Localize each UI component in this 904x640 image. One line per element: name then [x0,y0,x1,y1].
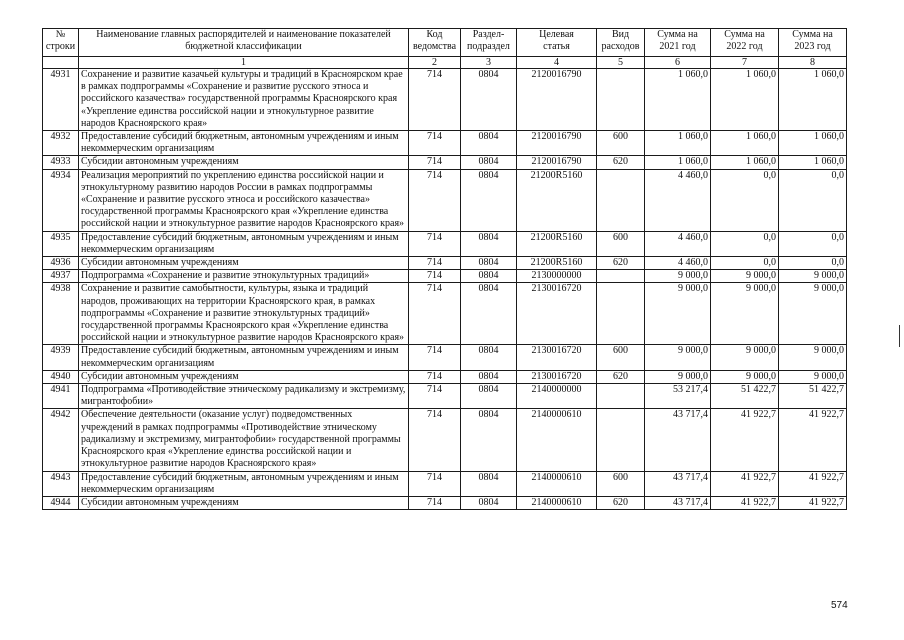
cell-dept-code: 714 [409,169,461,231]
cell-sum-2023: 1 060,0 [779,69,847,131]
table-row [43,131,847,156]
cell-dept-code: 714 [409,471,461,496]
cell-sum-2021: 43 717,4 [645,471,711,496]
cell-section: 0804 [461,257,517,270]
table-row [43,370,847,383]
cell-sum-2022: 9 000,0 [711,370,779,383]
cell-target: 2130016720 [517,370,597,383]
cell-row-number: 4932 [43,131,79,156]
cell-sum-2023: 0,0 [779,169,847,231]
column-index: 4 [517,57,597,69]
table-row [43,69,847,131]
cell-target: 2120016790 [517,131,597,156]
cell-section: 0804 [461,471,517,496]
cell-row-number: 4934 [43,169,79,231]
cell-target: 2140000610 [517,471,597,496]
cell-sum-2023: 9 000,0 [779,270,847,283]
cell-section: 0804 [461,69,517,131]
table-row [43,496,847,509]
cell-sum-2021: 1 060,0 [645,156,711,169]
table-row [43,283,847,345]
cell-sum-2021: 1 060,0 [645,131,711,156]
cell-dept-code: 714 [409,409,461,471]
table-body [43,69,847,510]
cell-dept-code: 714 [409,69,461,131]
cell-section: 0804 [461,169,517,231]
column-index [43,57,79,69]
table-row [43,270,847,283]
cell-row-number: 4933 [43,156,79,169]
cell-sum-2023: 41 922,7 [779,471,847,496]
cell-sum-2023: 1 060,0 [779,131,847,156]
cell-sum-2023: 1 060,0 [779,156,847,169]
header-dept-code: Код ведомства [409,29,461,57]
cell-expense-type [597,283,645,345]
cell-section: 0804 [461,283,517,345]
cell-target: 2140000610 [517,496,597,509]
cell-section: 0804 [461,409,517,471]
cell-sum-2022: 0,0 [711,169,779,231]
cell-section: 0804 [461,270,517,283]
cell-name: Субсидии автономным учреждениям [79,156,409,169]
cell-row-number: 4943 [43,471,79,496]
cell-row-number: 4938 [43,283,79,345]
cell-row-number: 4939 [43,345,79,370]
cell-section: 0804 [461,370,517,383]
cell-row-number: 4940 [43,370,79,383]
cell-sum-2023: 41 922,7 [779,496,847,509]
cell-section: 0804 [461,231,517,256]
cell-dept-code: 714 [409,496,461,509]
cell-row-number: 4931 [43,69,79,131]
cell-section: 0804 [461,496,517,509]
header-expense-type: Вид расходов [597,29,645,57]
cell-sum-2023: 51 422,7 [779,384,847,409]
cell-sum-2023: 9 000,0 [779,345,847,370]
cell-expense-type [597,270,645,283]
cell-row-number: 4944 [43,496,79,509]
cell-sum-2022: 0,0 [711,231,779,256]
cell-sum-2023: 41 922,7 [779,409,847,471]
cell-sum-2021: 9 000,0 [645,370,711,383]
cell-target: 2140000610 [517,409,597,471]
cell-target: 2130016720 [517,283,597,345]
header-target: Целевая статья [517,29,597,57]
cell-section: 0804 [461,156,517,169]
cell-target: 2140000000 [517,384,597,409]
cell-name: Субсидии автономным учреждениям [79,257,409,270]
column-index: 6 [645,57,711,69]
header-section: Раздел- подраздел [461,29,517,57]
cell-name: Предоставление субсидий бюджетным, автономным учреждениям и иным некоммерческим организациям [79,231,409,256]
cell-dept-code: 714 [409,384,461,409]
cell-expense-type [597,69,645,131]
cell-sum-2021: 4 460,0 [645,257,711,270]
column-index: 2 [409,57,461,69]
budget-table [42,28,847,510]
cell-sum-2022: 9 000,0 [711,283,779,345]
cell-expense-type: 620 [597,257,645,270]
column-index: 7 [711,57,779,69]
cell-sum-2022: 0,0 [711,257,779,270]
page-number: 574 [831,600,848,611]
scan-edge-mark [899,325,900,347]
table-row [43,169,847,231]
table-row [43,409,847,471]
header-row-number: № строки [43,29,79,57]
table-row [43,345,847,370]
cell-name: Сохранение и развитие казачьей культуры и традиций в Красноярском крае в рамках подпрограммы «Сохранение и развитие русского этноса и российского казачества» государственной программы Красноярского края «Укрепление единства российской нации и этнокультурное развитие народов Красноярского края» [79,69,409,131]
header-sum-2022: Сумма на 2022 год [711,29,779,57]
cell-section: 0804 [461,131,517,156]
cell-target: 21200R5160 [517,169,597,231]
table-row [43,156,847,169]
table-header [43,29,847,69]
cell-name: Подпрограмма «Противодействие этническому радикализму и экстремизму, мигрантофобии» [79,384,409,409]
cell-sum-2022: 9 000,0 [711,345,779,370]
column-index: 8 [779,57,847,69]
cell-sum-2022: 1 060,0 [711,156,779,169]
cell-sum-2021: 43 717,4 [645,496,711,509]
cell-sum-2021: 43 717,4 [645,409,711,471]
cell-dept-code: 714 [409,231,461,256]
cell-target: 2120016790 [517,156,597,169]
cell-dept-code: 714 [409,370,461,383]
table-row [43,384,847,409]
cell-target: 2120016790 [517,69,597,131]
cell-name: Предоставление субсидий бюджетным, автономным учреждениям и иным некоммерческим организациям [79,471,409,496]
column-index: 1 [79,57,409,69]
cell-expense-type: 600 [597,131,645,156]
cell-sum-2022: 41 922,7 [711,409,779,471]
cell-dept-code: 714 [409,131,461,156]
cell-expense-type: 600 [597,471,645,496]
cell-sum-2021: 1 060,0 [645,69,711,131]
cell-name: Предоставление субсидий бюджетным, автономным учреждениям и иным некоммерческим организациям [79,345,409,370]
cell-sum-2022: 1 060,0 [711,131,779,156]
cell-target: 21200R5160 [517,231,597,256]
cell-sum-2021: 9 000,0 [645,345,711,370]
cell-name: Подпрограмма «Сохранение и развитие этнокультурных традиций» [79,270,409,283]
cell-sum-2022: 9 000,0 [711,270,779,283]
cell-section: 0804 [461,384,517,409]
cell-expense-type [597,384,645,409]
cell-sum-2021: 4 460,0 [645,169,711,231]
cell-target: 2130000000 [517,270,597,283]
cell-expense-type: 620 [597,370,645,383]
cell-sum-2021: 4 460,0 [645,231,711,256]
cell-name: Сохранение и развитие самобытности, культуры, языка и традиций народов, проживающих на территории Красноярского края, в рамках подпрограммы «Сохранение и развитие этнокультурных традиций» государственной программы Красноярского края «Укрепление единства российской нации и этнокультурное развитие народов Красноярского края» [79,283,409,345]
cell-expense-type: 600 [597,345,645,370]
cell-name: Реализация мероприятий по укреплению единства российской нации и этнокультурному развитию народов России в рамках подпрограммы «Сохранение и развитие русского этноса и российского казачества» государственной программы Красноярского края «Укрепление единства российской нации и этнокультурное развитие народов Красноярского края» [79,169,409,231]
column-index: 5 [597,57,645,69]
cell-sum-2021: 9 000,0 [645,270,711,283]
cell-row-number: 4941 [43,384,79,409]
cell-expense-type: 620 [597,496,645,509]
cell-dept-code: 714 [409,345,461,370]
cell-sum-2023: 0,0 [779,231,847,256]
column-index-row [43,57,847,69]
cell-sum-2022: 41 922,7 [711,496,779,509]
cell-row-number: 4937 [43,270,79,283]
cell-sum-2021: 9 000,0 [645,283,711,345]
cell-sum-2022: 1 060,0 [711,69,779,131]
table-row [43,471,847,496]
cell-dept-code: 714 [409,283,461,345]
cell-expense-type [597,169,645,231]
table-row [43,231,847,256]
cell-target: 21200R5160 [517,257,597,270]
cell-sum-2022: 41 922,7 [711,471,779,496]
cell-sum-2023: 9 000,0 [779,283,847,345]
header-name: Наименование главных распорядителей и наименование показателей бюджетной классификации [79,29,409,57]
cell-name: Субсидии автономным учреждениям [79,370,409,383]
cell-section: 0804 [461,345,517,370]
table-row [43,257,847,270]
cell-row-number: 4936 [43,257,79,270]
cell-name: Субсидии автономным учреждениям [79,496,409,509]
cell-name: Обеспечение деятельности (оказание услуг) подведомственных учреждений в рамках подпрограммы «Противодействие этническому радикализму и экстремизму, мигрантофобии» государственной программы Красноярского края «Укрепление единства российской нации и этнокультурное развитие народов Красноярского края» [79,409,409,471]
column-index: 3 [461,57,517,69]
cell-dept-code: 714 [409,270,461,283]
cell-sum-2023: 9 000,0 [779,370,847,383]
cell-dept-code: 714 [409,257,461,270]
header-sum-2023: Сумма на 2023 год [779,29,847,57]
budget-table-sheet [42,28,847,510]
cell-dept-code: 714 [409,156,461,169]
cell-expense-type: 620 [597,156,645,169]
cell-expense-type: 600 [597,231,645,256]
cell-row-number: 4935 [43,231,79,256]
header-sum-2021: Сумма на 2021 год [645,29,711,57]
cell-name: Предоставление субсидий бюджетным, автономным учреждениям и иным некоммерческим организациям [79,131,409,156]
cell-target: 2130016720 [517,345,597,370]
cell-row-number: 4942 [43,409,79,471]
cell-sum-2023: 0,0 [779,257,847,270]
cell-sum-2022: 51 422,7 [711,384,779,409]
cell-expense-type [597,409,645,471]
cell-sum-2021: 53 217,4 [645,384,711,409]
